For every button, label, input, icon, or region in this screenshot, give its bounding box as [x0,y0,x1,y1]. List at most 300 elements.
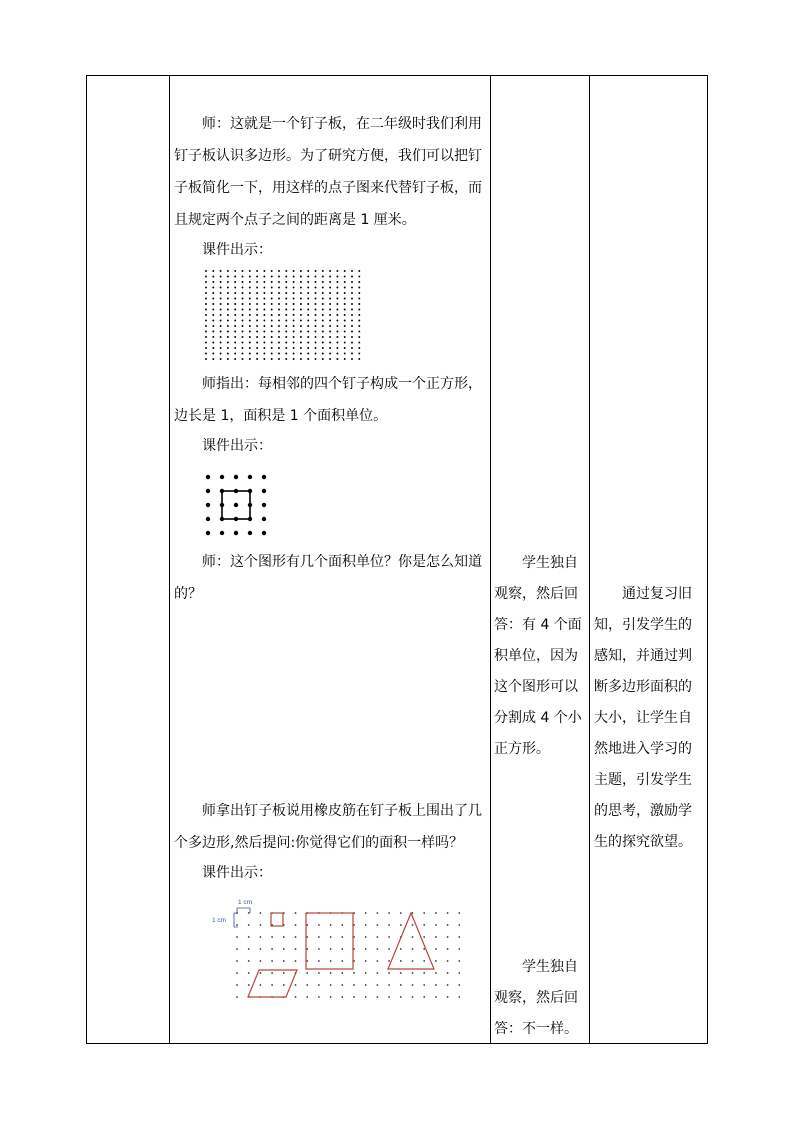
grid-dot [260,912,262,914]
grid-dot [447,912,449,914]
grid-dot [236,960,238,962]
grid-dot [271,948,273,950]
grid-dot [329,276,331,278]
grid-dot [435,996,437,998]
grid-dot [315,292,317,294]
grid-dot [220,314,222,316]
grid-dot [306,996,308,998]
student-response-2: 学生独自观察，然后回答：不一样。 [494,959,578,1037]
peg-dot [248,489,252,493]
grid-dot [344,292,346,294]
grid-dot [458,972,460,974]
grid-dot [212,342,214,344]
grid-dot [256,336,258,338]
grid-dot [336,331,338,333]
grid-dot [358,292,360,294]
grid-dot [344,303,346,305]
grid-dot [358,320,360,322]
grid-dot [234,281,236,283]
peg-dot [206,517,210,521]
grid-dot [336,270,338,272]
grid-dot [344,314,346,316]
peg-dot [206,531,210,535]
grid-dot [285,287,287,289]
grid-dot [351,336,353,338]
grid-dot [329,358,331,360]
grid-dot [423,996,425,998]
grid-dot [236,948,238,950]
grid-dot [351,358,353,360]
grid-dot [329,325,331,327]
grid-dot [336,353,338,355]
grid-dot [388,948,390,950]
grid-dot [329,309,331,311]
grid-dot [263,353,265,355]
grid-dot [249,303,251,305]
grid-dot [234,309,236,311]
grid-dot [227,358,229,360]
grid-dot [329,347,331,349]
grid-dot [358,276,360,278]
grid-dot [205,325,207,327]
grid-dot [400,912,402,914]
grid-dot [260,972,262,974]
grid-dot [315,309,317,311]
grid-dot [336,281,338,283]
grid-dot [220,331,222,333]
grid-dot [341,972,343,974]
grid-dot [358,342,360,344]
grid-dot [249,347,251,349]
grid-dot [271,336,273,338]
grid-dot [212,270,214,272]
grid-dot [344,320,346,322]
grid-dot [212,336,214,338]
grid-dot [271,984,273,986]
grid-dot [329,314,331,316]
grid-dot [358,281,360,283]
grid-dot [220,353,222,355]
grid-dot [271,353,273,355]
grid-dot [315,331,317,333]
grid-dot [283,936,285,938]
grid-dot [365,972,367,974]
grid-dot [271,342,273,344]
grid-dot [315,298,317,300]
grid-dot [341,936,343,938]
grid-dot [447,948,449,950]
peg-dot [234,475,238,479]
grid-dot [283,984,285,986]
grid-dot [205,298,207,300]
grid-dot [212,287,214,289]
grid-dot [344,309,346,311]
grid-dot [263,309,265,311]
grid-dot [300,331,302,333]
grid-dot [295,960,297,962]
grid-dot [242,270,244,272]
grid-dot [322,292,324,294]
grid-dot [293,331,295,333]
grid-dot [336,292,338,294]
grid-dot [318,960,320,962]
grid-dot [351,347,353,349]
grid-dot [336,314,338,316]
grid-dot [330,924,332,926]
grid-dot [248,972,250,974]
grid-dot [212,320,214,322]
grid-dot [242,287,244,289]
grid-dot [249,298,251,300]
peg-dot [220,517,224,521]
grid-dot [458,984,460,986]
grid-dot [263,347,265,349]
grid-dot [351,314,353,316]
grid-dot [227,270,229,272]
grid-dot [260,960,262,962]
grid-dot [227,298,229,300]
grid-dot [377,972,379,974]
grid-dot [388,912,390,914]
grid-dot [435,948,437,950]
grid-dot [212,358,214,360]
grid-dot [358,336,360,338]
grid-dot [278,358,280,360]
grid-dot [285,320,287,322]
grid-dot [249,342,251,344]
grid-dot [300,320,302,322]
grid-dot [300,325,302,327]
grid-dot [412,948,414,950]
grid-dot [249,336,251,338]
grid-dot [256,292,258,294]
grid-dot [205,314,207,316]
grid-dot [435,912,437,914]
grid-dot [278,314,280,316]
grid-dot [322,314,324,316]
grid-dot [315,287,317,289]
grid-dot [227,276,229,278]
grid-dot [263,342,265,344]
grid-dot [271,347,273,349]
grid-dot [341,984,343,986]
grid-dot [220,303,222,305]
grid-dot [307,320,309,322]
grid-dot [423,960,425,962]
grid-dot [307,309,309,311]
grid-dot [377,960,379,962]
courseware-label: 课件出示： [202,242,272,258]
peg-dot [234,531,238,535]
grid-dot [329,342,331,344]
grid-dot [412,936,414,938]
grid-dot [220,292,222,294]
grid-dot [295,984,297,986]
grid-dot [236,912,238,914]
grid-dot [435,924,437,926]
peg-dot [248,503,252,507]
grid-dot [351,325,353,327]
grid-dot [458,936,460,938]
grid-dot [377,996,379,998]
grid-dot [423,912,425,914]
grid-dot [256,314,258,316]
grid-dot [212,347,214,349]
grid-dot [315,342,317,344]
grid-dot [249,353,251,355]
grid-dot [307,358,309,360]
grid-dot [295,912,297,914]
grid-dot [234,276,236,278]
grid-dot [435,972,437,974]
grid-dot [295,924,297,926]
grid-dot [344,353,346,355]
grid-dot [300,309,302,311]
grid-dot [358,303,360,305]
grid-dot [351,287,353,289]
peg-dot [220,475,224,479]
grid-dot [227,287,229,289]
grid-dot [278,309,280,311]
grid-dot [306,972,308,974]
grid-dot [271,292,273,294]
grid-dot [205,303,207,305]
grid-dot [329,320,331,322]
grid-dot [227,320,229,322]
peg-dot [262,531,266,535]
grid-dot [220,298,222,300]
grid-dot [212,325,214,327]
student-response-1: 学生独自观察，然后回答：有 4 个面积单位，因为这个图形可以分割成 4 个小正方形。 [494,555,582,757]
grid-dot [447,972,449,974]
grid-dot [315,358,317,360]
grid-dot [322,353,324,355]
grid-dot [256,281,258,283]
grid-dot [322,276,324,278]
peg-dot [248,475,252,479]
grid-dot [220,347,222,349]
grid-dot [263,325,265,327]
grid-dot [344,358,346,360]
grid-dot [315,347,317,349]
grid-dot [234,336,236,338]
grid-dot [329,353,331,355]
grid-dot [458,996,460,998]
grid-dot [271,960,273,962]
grid-dot [278,276,280,278]
grid-dot [293,336,295,338]
grid-dot [307,281,309,283]
grid-dot [236,936,238,938]
grid-dot [249,276,251,278]
grid-dot [377,948,379,950]
grid-dot [330,948,332,950]
grid-dot [315,314,317,316]
grid-dot [263,287,265,289]
grid-dot [227,342,229,344]
polygons-figure [208,893,470,1005]
grid-dot [322,303,324,305]
peg-dot [262,517,266,521]
grid-dot [249,358,251,360]
grid-dot [242,303,244,305]
teacher-polygon-text: 师拿出钉子板说用橡皮筋在钉子板上围出了几个多边形,然后提问:你觉得它们的面积一样吗？ [174,803,482,851]
grid-dot [330,936,332,938]
grid-dot [377,912,379,914]
grid-dot [318,948,320,950]
grid-dot [329,287,331,289]
grid-dot [234,287,236,289]
grid-dot [336,342,338,344]
grid-dot [285,303,287,305]
grid-dot [365,984,367,986]
grid-dot [256,347,258,349]
grid-dot [330,984,332,986]
grid-dot [400,984,402,986]
courseware-label: 课件出示： [202,438,272,454]
grid-dot [315,281,317,283]
grid-dot [256,270,258,272]
grid-dot [271,276,273,278]
grid-dot [423,972,425,974]
grid-dot [256,353,258,355]
grid-dot [249,314,251,316]
grid-dot [388,924,390,926]
grid-dot [242,281,244,283]
grid-dot [307,303,309,305]
grid-dot [271,314,273,316]
grid-dot [212,309,214,311]
grid-dot [412,996,414,998]
grid-dot [322,336,324,338]
grid-dot [307,331,309,333]
grid-dot [249,281,251,283]
grid-dot [351,303,353,305]
grid-dot [336,358,338,360]
grid-dot [435,960,437,962]
grid-dot [300,281,302,283]
grid-dot [458,924,460,926]
grid-dot [400,948,402,950]
grid-dot [322,281,324,283]
grid-dot [263,292,265,294]
grid-dot [242,331,244,333]
grid-dot [220,287,222,289]
peg-dot [220,503,224,507]
grid-dot [412,960,414,962]
grid-dot [307,292,309,294]
grid-dot [329,331,331,333]
grid-dot [212,314,214,316]
grid-dot [412,924,414,926]
grid-dot [336,287,338,289]
grid-dot [234,314,236,316]
grid-dot [234,325,236,327]
grid-dot [260,924,262,926]
grid-dot [285,298,287,300]
peg-dot [206,489,210,493]
grid-dot [249,325,251,327]
grid-dot [227,336,229,338]
grid-dot [249,292,251,294]
column-divider [490,76,491,1043]
grid-dot [285,353,287,355]
grid-dot [248,960,250,962]
grid-dot [220,342,222,344]
grid-dot [306,984,308,986]
grid-dot [205,309,207,311]
grid-dot [318,996,320,998]
grid-dot [315,353,317,355]
grid-dot [227,331,229,333]
grid-dot [242,276,244,278]
grid-dot [285,358,287,360]
grid-dot [388,960,390,962]
grid-dot [330,996,332,998]
grid-dot [351,353,353,355]
grid-dot [293,281,295,283]
grid-dot [220,270,222,272]
grid-dot [271,936,273,938]
peg-dot [262,489,266,493]
grid-dot [351,281,353,283]
grid-dot [344,347,346,349]
grid-dot [263,281,265,283]
grid-dot [293,287,295,289]
grid-dot [285,325,287,327]
grid-dot [435,984,437,986]
grid-dot [344,281,346,283]
grid-dot [285,276,287,278]
grid-dot [447,924,449,926]
grid-dot [260,984,262,986]
grid-dot [249,287,251,289]
grid-dot [248,936,250,938]
grid-dot [351,320,353,322]
grid-dot [227,353,229,355]
grid-dot [234,270,236,272]
grid-dot [220,325,222,327]
grid-dot [236,972,238,974]
grid-dot [205,358,207,360]
grid-dot [234,303,236,305]
grid-dot [256,358,258,360]
grid-dot [358,298,360,300]
grid-dot [329,298,331,300]
grid-dot [365,912,367,914]
grid-dot [285,309,287,311]
small-square-shape [271,913,283,926]
peg-dot [234,517,238,521]
grid-dot [315,325,317,327]
grid-dot [205,331,207,333]
design-purpose-text: 通过复习旧知，引发学生的感知，并通过判断多边形面积的大小，让学生自然地进入学习的主题，引发学生的思考，激励学生的探究欲望。 [594,586,692,850]
grid-dot [205,276,207,278]
grid-dot [271,309,273,311]
grid-dot [365,948,367,950]
grid-dot [295,996,297,998]
grid-dot [248,924,250,926]
grid-dot [278,342,280,344]
grid-dot [205,320,207,322]
grid-dot [358,358,360,360]
grid-dot [227,292,229,294]
grid-dot [329,270,331,272]
grid-dot [271,270,273,272]
grid-dot [293,298,295,300]
grid-dot [283,960,285,962]
grid-dot [242,342,244,344]
